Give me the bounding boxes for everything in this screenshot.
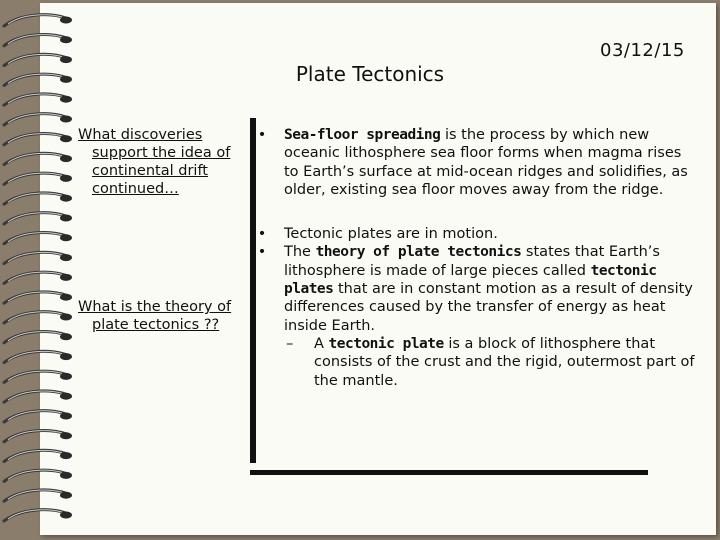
slide-date: 03/12/15	[600, 40, 685, 61]
text-fragment: is a block of lithosphere that consists of the crust and the rigid, outermost part of the mantle.	[314, 335, 695, 389]
text-fragment: that are in constant motion as a result of density differences caused by the transfer of energy as heat inside Earth.	[284, 281, 693, 334]
text-fragment: states that Earth’s lithosphere is made of large pieces called	[284, 244, 660, 279]
horizontal-divider	[250, 470, 648, 475]
text-fragment: The	[284, 244, 316, 261]
dash-icon: –	[286, 335, 294, 352]
bullet-text: Tectonic plates are in motion.	[284, 226, 498, 243]
spiral-ring-icon	[4, 114, 72, 125]
spiral-ring-icon	[4, 450, 72, 461]
sub-bullet-text	[314, 335, 696, 390]
spiral-ring-icon	[4, 490, 72, 501]
bullet-list	[256, 126, 696, 390]
spiral-ring-icon	[4, 94, 72, 105]
spiral-ring-icon	[4, 134, 72, 145]
bullet-text	[284, 243, 696, 334]
bullet-theory-definition	[256, 243, 696, 334]
question-1-text: What discoveries support the idea of continental drift continued…	[78, 127, 231, 197]
spiral-ring-icon	[4, 470, 72, 481]
spiral-ring-icon	[4, 411, 72, 422]
spiral-ring-icon	[4, 74, 72, 85]
spiral-ring-icon	[4, 292, 72, 303]
question-1	[78, 126, 258, 198]
question-2	[78, 298, 258, 334]
slide-title: Plate Tectonics	[295, 62, 445, 86]
bullet-icon: •	[257, 244, 267, 261]
spiral-binding	[0, 0, 90, 540]
text-fragment: A	[314, 335, 329, 352]
bullet-seafloor-spreading	[256, 126, 696, 199]
bullet-plates-in-motion	[256, 225, 696, 243]
spiral-ring-icon	[4, 312, 72, 323]
bullet-icon: •	[257, 226, 267, 243]
spiral-ring-icon	[4, 153, 72, 164]
spiral-ring-icon	[4, 252, 72, 263]
spiral-ring-icon	[4, 431, 72, 442]
term-tectonic-plate: tectonic plate	[328, 335, 444, 352]
spiral-ring-icon	[4, 35, 72, 46]
spiral-ring-icon	[4, 510, 72, 521]
spiral-ring-icon	[4, 193, 72, 204]
question-2-text: What is the theory of plate tectonics ??	[78, 299, 232, 333]
term-tectonic-plates: tectonic plates	[284, 262, 657, 298]
spiral-ring-icon	[4, 391, 72, 402]
bullet-text	[284, 126, 696, 199]
spiral-ring-icon	[4, 233, 72, 244]
spiral-ring-icon	[4, 213, 72, 224]
spiral-ring-icon	[4, 54, 72, 65]
spiral-ring-icon	[4, 351, 72, 362]
term-theory-of-plate-tectonics: theory of plate tectonics	[315, 244, 522, 261]
spiral-ring-icon	[4, 332, 72, 343]
spiral-ring-icon	[4, 272, 72, 283]
bullet-icon: •	[257, 127, 267, 143]
spiral-ring-icon	[4, 15, 72, 26]
sub-bullet-tectonic-plate	[256, 335, 696, 390]
spiral-ring-icon	[4, 371, 72, 382]
spiral-ring-icon	[4, 173, 72, 184]
bullet-text-rest: is the process by which new oceanic lithosphere sea floor forms when magma rises to Earth’s surface at mid-ocean ridges and solidifies, as older, existing sea floor moves away from the ridge.	[284, 127, 688, 198]
term-seafloor-spreading: Sea-floor spreading	[284, 127, 441, 143]
